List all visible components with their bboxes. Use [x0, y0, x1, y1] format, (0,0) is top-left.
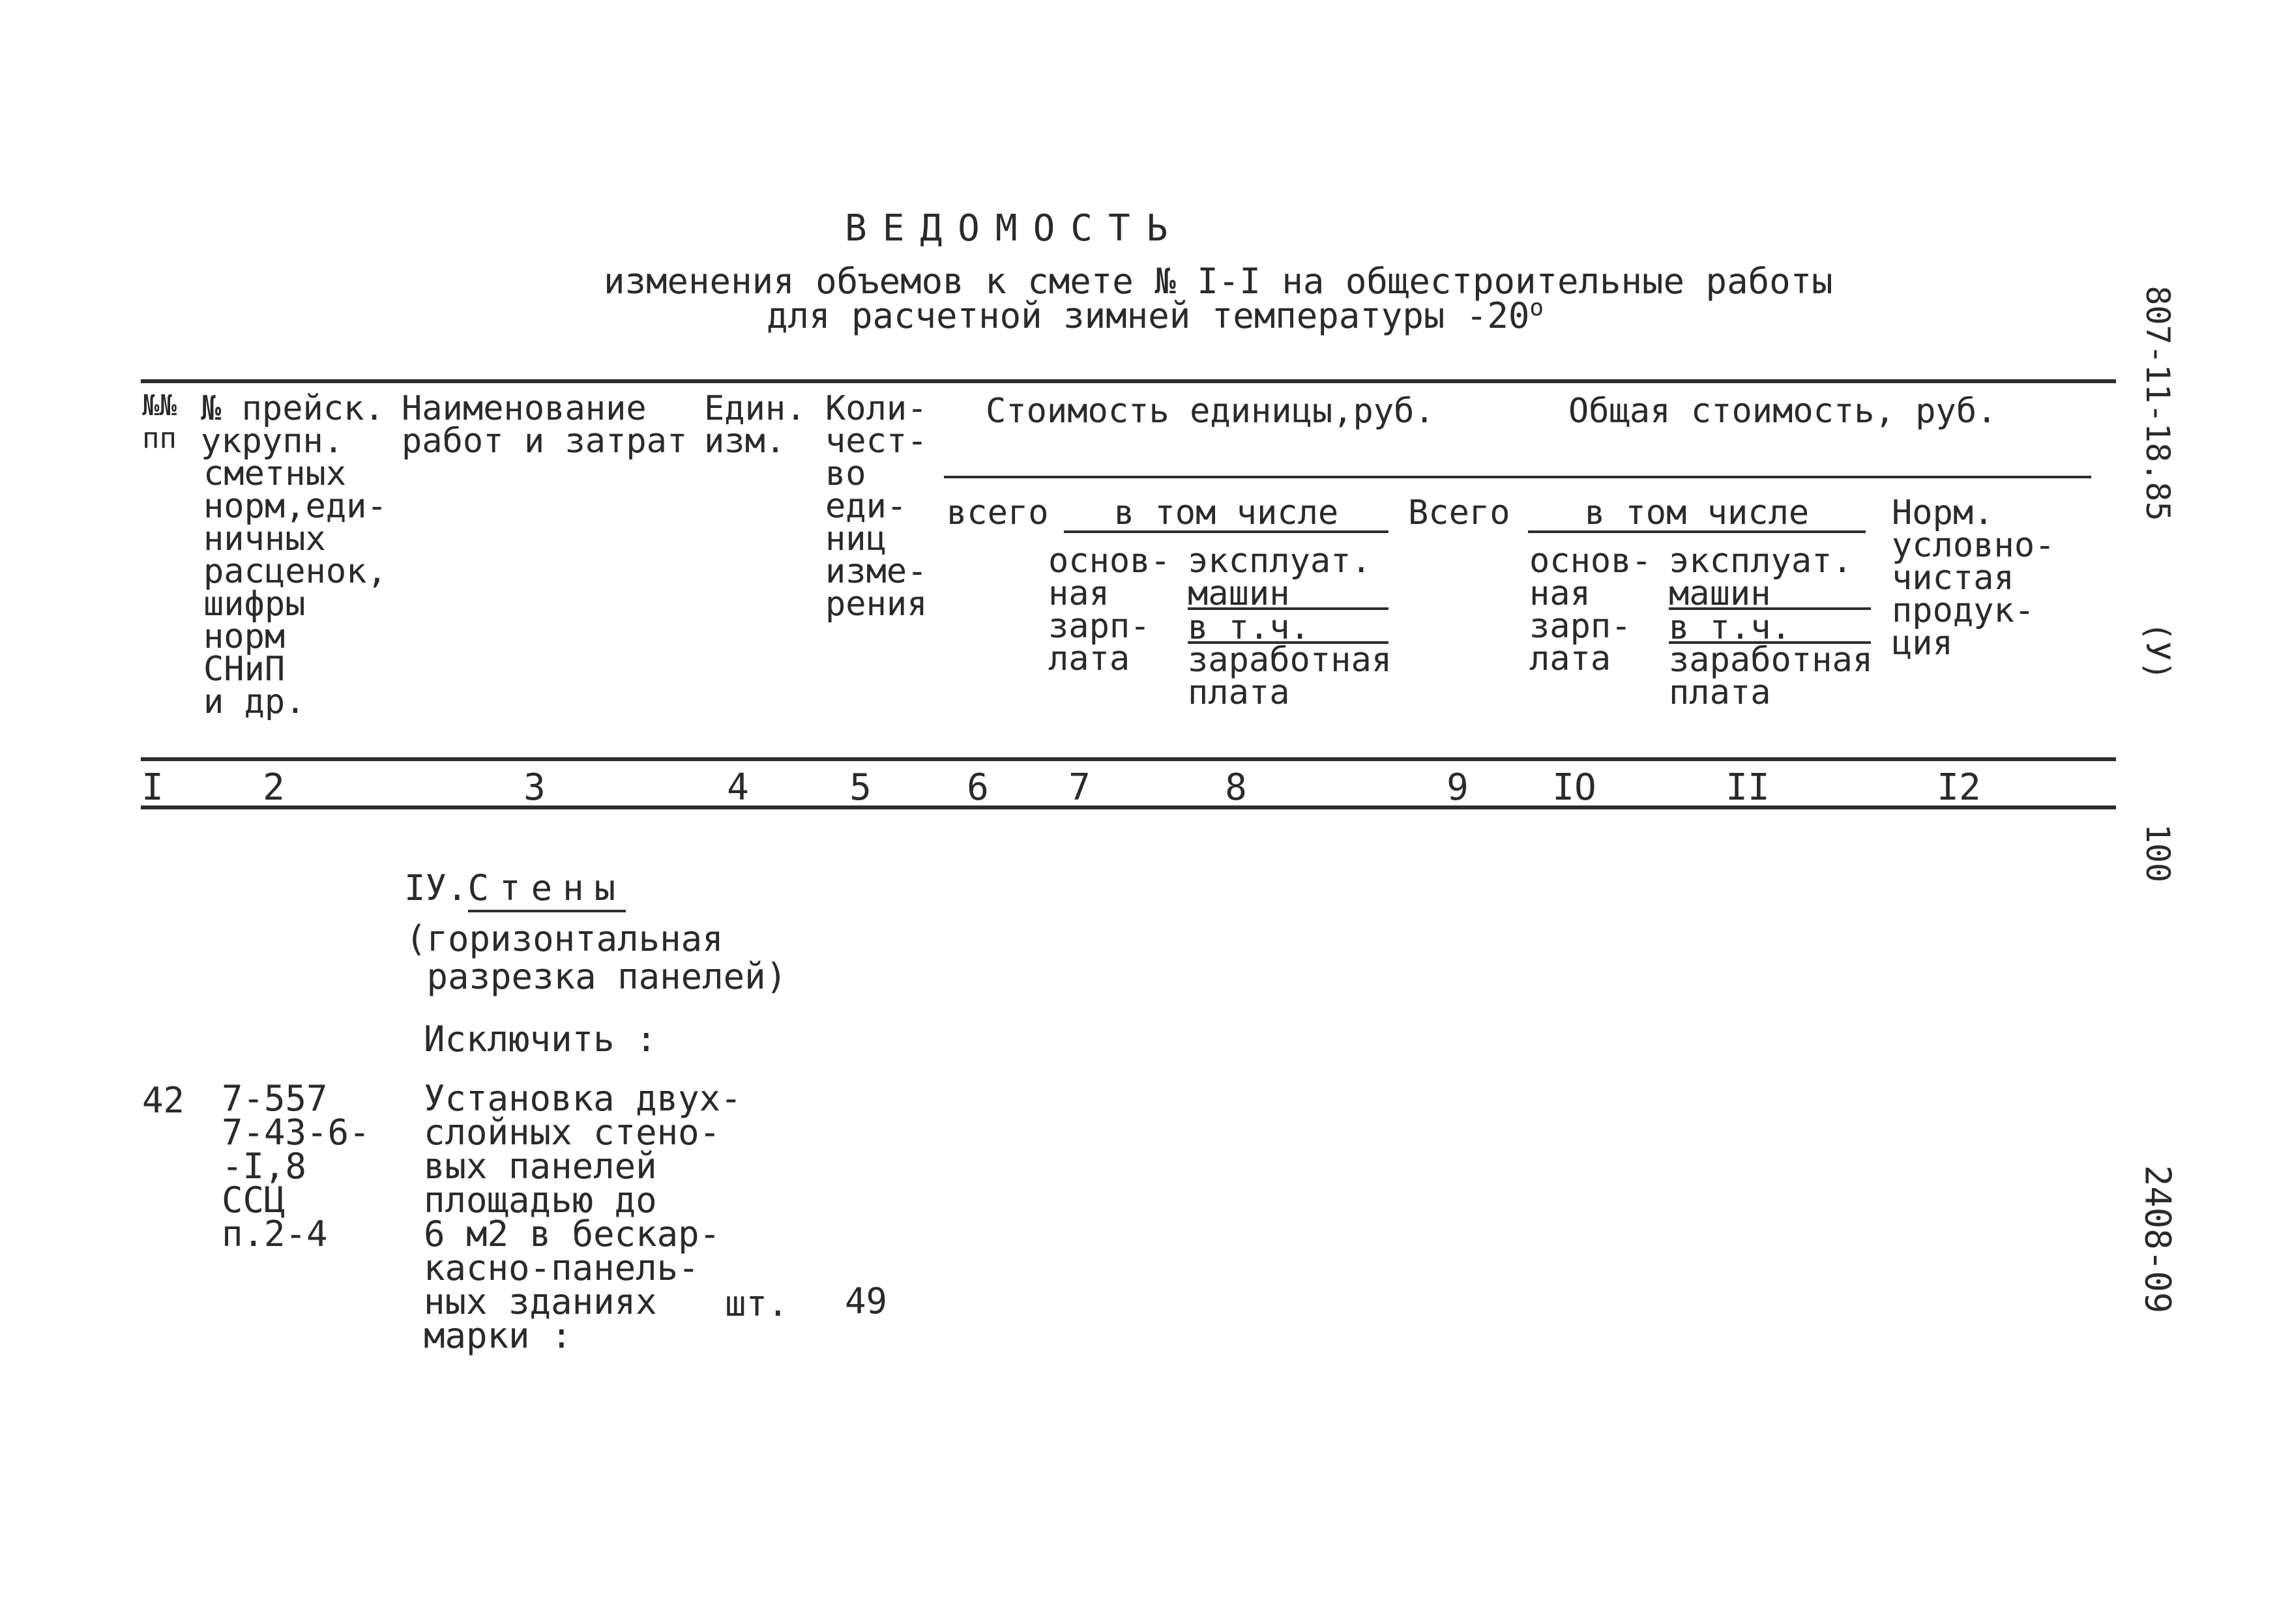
header-col4-line: изм.: [704, 422, 786, 461]
header-col5-line: еди-: [825, 487, 907, 526]
table-top-rule: [141, 379, 2116, 383]
header-col5-line: рения: [825, 585, 928, 624]
column-number: 3: [523, 766, 546, 809]
degree-sign: о: [1529, 295, 1544, 321]
header-col12-line: чистая: [1892, 558, 2014, 598]
header-col2-line: шифры: [203, 585, 306, 624]
row-work-name-line: ных зданиях: [424, 1281, 657, 1322]
header-col7-osnov: [1048, 542, 1171, 678]
row-code-line: -I,8: [222, 1146, 307, 1187]
header-col6-vsego: всего: [947, 493, 1049, 532]
header-col7-line: зарп-: [1048, 607, 1151, 646]
header-col12-line: условно-: [1892, 526, 2055, 565]
header-col5-line: Коли-: [825, 389, 928, 428]
column-number: I: [141, 766, 164, 809]
header-col11-line: эксплуат.: [1669, 542, 1853, 581]
header-col1: [142, 390, 177, 455]
row-code-line: п.2-4: [222, 1213, 328, 1254]
header-col8-line: эксплуат.: [1188, 542, 1372, 581]
row-code-line: ССЦ: [222, 1180, 286, 1221]
header-col4: [704, 389, 806, 461]
header-col12-line: ция: [1892, 624, 1953, 663]
row-work-name-line: площадью до: [424, 1180, 657, 1221]
row-work-name-line: 6 м2 в бескар-: [424, 1213, 721, 1254]
section-subtitle: [405, 920, 787, 996]
header-col8-vtch: в т.ч.: [1188, 611, 1388, 644]
column-numbers-bottom-rule: [141, 805, 2116, 809]
header-col2-line: СНиП: [203, 650, 286, 689]
header-col10-osnov: [1529, 542, 1652, 678]
header-col7-line: основ-: [1048, 542, 1171, 581]
header-col5-line: изме-: [825, 552, 928, 591]
header-col2: [201, 389, 387, 721]
header-col12-norm: [1892, 493, 2055, 663]
header-unit-v-tom-chisle: в том числе: [1064, 497, 1388, 533]
header-col12-line: продук-: [1892, 591, 2035, 630]
column-number: IO: [1552, 766, 1596, 809]
header-col11-mashin: машин: [1669, 577, 1871, 610]
header-col9-vsego: Всего: [1408, 493, 1510, 532]
column-number: 6: [967, 766, 989, 809]
section-heading: [404, 869, 626, 907]
header-col1-line: №№: [142, 389, 177, 422]
document-subtitle-line1: изменения объемов к смете № I-I на общестроительные работы: [604, 261, 1833, 302]
header-col11-line: заработная: [1669, 641, 1873, 680]
header-col5-line: во: [825, 454, 866, 493]
doc-code-vertical: 807-11-18.85: [2139, 285, 2177, 521]
row-unit: шт.: [725, 1283, 789, 1324]
row-quantity: 49: [845, 1281, 888, 1322]
section-action: Исключить :: [424, 1019, 657, 1060]
column-number: 7: [1068, 766, 1091, 809]
row-work-name-line: Установка двух-: [424, 1078, 742, 1119]
column-number: 2: [263, 766, 285, 809]
header-col8-ekspl: [1188, 542, 1392, 712]
row-code-line: 7-557: [222, 1078, 328, 1119]
row-work-name-line: слойных стено-: [424, 1112, 721, 1153]
page-number-vertical: 100: [2139, 823, 2177, 883]
row-work-name-line: марки :: [424, 1315, 572, 1356]
header-col2-line: и др.: [203, 682, 306, 721]
header-bottom-rule: [141, 757, 2116, 761]
header-col12-line: Норм.: [1892, 493, 1994, 532]
header-col2-line: укрупн.: [201, 422, 344, 461]
header-col2-line: № прейск.: [201, 389, 385, 428]
header-col11-line: плата: [1669, 673, 1771, 712]
header-col2-line: ничных: [203, 519, 326, 558]
header-unit-cost: Стоимость единицы,руб.: [986, 392, 1435, 431]
column-number: 8: [1225, 766, 1247, 809]
sheet-code-vertical: 2408-09: [2137, 1165, 2179, 1314]
header-total-v-tom-chisle: в том числе: [1528, 497, 1866, 533]
header-col10-line: ная: [1529, 574, 1591, 613]
row-code: [222, 1078, 370, 1254]
header-col8-line: заработная: [1188, 641, 1392, 680]
column-number: II: [1726, 766, 1770, 809]
header-col3-line: Наименование: [402, 389, 647, 428]
header-col1-line: пп: [142, 422, 177, 455]
header-col2-line: норм,еди-: [203, 487, 387, 526]
header-col7-line: ная: [1048, 574, 1109, 613]
column-number: 4: [727, 766, 749, 809]
header-col10-line: зарп-: [1529, 607, 1632, 646]
row-work-name-line: касно-панель-: [424, 1247, 699, 1288]
header-col3: [402, 389, 688, 461]
subtitle-line2-text: для расчетной зимней температуры -20: [767, 295, 1530, 336]
header-col7-line: лата: [1048, 639, 1130, 678]
variant-vertical: (У): [2139, 621, 2177, 681]
row-number: 42: [142, 1080, 185, 1121]
header-col10-line: лата: [1529, 639, 1611, 678]
header-col3-line: работ и затрат: [402, 422, 688, 461]
row-code-line: 7-43-6-: [222, 1112, 370, 1153]
document-title: ВЕДОМОСТЬ: [845, 207, 1184, 250]
section-number: IУ.: [404, 867, 468, 908]
header-col2-line: норм: [203, 617, 286, 656]
header-col10-line: основ-: [1529, 542, 1652, 581]
column-number: 9: [1447, 766, 1469, 809]
header-total-cost: Общая стоимость, руб.: [1568, 392, 1997, 431]
section-subtitle-line: разрезка панелей): [405, 956, 787, 997]
column-number: 5: [849, 766, 872, 809]
header-col4-line: Един.: [704, 389, 806, 428]
header-col8-mashin: машин: [1188, 577, 1388, 610]
header-col2-line: расценок,: [203, 552, 387, 591]
row-work-name: [424, 1078, 742, 1356]
document-subtitle-line2: [767, 295, 1544, 336]
header-col8-line: плата: [1188, 673, 1290, 712]
header-col11-vtch: в т.ч.: [1669, 611, 1871, 644]
row-work-name-line: вых панелей: [424, 1146, 657, 1187]
header-col2-line: сметных: [203, 454, 347, 493]
header-col5-line: чест-: [825, 422, 928, 461]
header-col11-ekspl: [1669, 542, 1873, 712]
section-subtitle-line: (горизонтальная: [405, 918, 724, 959]
section-title: Стены: [468, 867, 626, 912]
cost-group-rule: [944, 476, 2091, 478]
column-number: I2: [1937, 766, 1981, 809]
header-col5: [825, 389, 928, 624]
header-col5-line: ниц: [825, 519, 887, 558]
